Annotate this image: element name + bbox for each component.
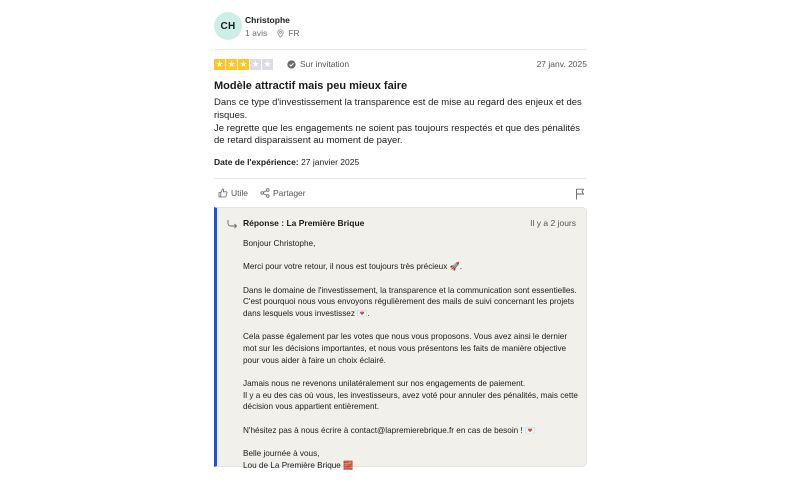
reply-paragraph: Bonjour Christophe,: [243, 239, 316, 248]
review-actions: [218, 188, 587, 202]
reply-arrow-icon: [227, 219, 238, 229]
review-count: 1 avis: [245, 28, 268, 38]
review-body-line: Dans ce type d'investissement la transparence est de mise au regard des enjeux et des risques.: [214, 97, 582, 121]
reply-paragraph: [243, 378, 578, 413]
experience-date-value: 27 janvier 2025: [301, 157, 360, 167]
star-rating: [214, 59, 273, 70]
reviewer-info: [214, 12, 587, 42]
reply-body: [243, 238, 578, 483]
share-icon: [260, 188, 270, 198]
verified-check-icon: [287, 60, 296, 69]
star-icon: ★: [227, 59, 236, 69]
experience-date-label: Date de l'expérience:: [214, 157, 299, 167]
invitation-label: Sur invitation: [300, 59, 350, 69]
review-body-line: Je regrette que les engagements ne soient pas toujours respectés et que des pénalités de retard disparaissent au moment de payer.: [214, 122, 580, 147]
divider: [214, 49, 587, 50]
reply-line: Jamais nous ne revenons unilatéralement sur nos engagements de paiement.: [243, 378, 526, 388]
star-icon: ★: [251, 59, 260, 69]
flag-icon[interactable]: [575, 188, 585, 200]
invitation-badge: [287, 59, 349, 69]
reply-line: Belle journée à vous,: [243, 448, 320, 458]
avatar[interactable]: CH: [214, 12, 242, 40]
star-icon: ★: [239, 59, 248, 69]
rating-row: [214, 59, 587, 71]
reply-line: Il y a eu des cas où vous, les investisseurs, avez voté pour annuler des pénalités, mais cette décision vous appartient entièrement.: [243, 390, 578, 412]
reviewer-country: FR: [288, 28, 300, 38]
reviewer-meta: [245, 28, 300, 38]
reply-paragraph: Merci pour votre retour, il nous est toujours très précieux 🚀.: [243, 262, 463, 272]
reply-paragraph: Dans le domaine de l'investissement, la transparence et la communication sont essentielles. C'est pourquoi nous vous envoyons régulièrement des mails de suivi concernant les projets dans lesquels vous investissez 💌.: [243, 285, 577, 318]
review-title[interactable]: Modèle attractif mais peu mieux faire: [214, 80, 408, 92]
review-date: 27 janv. 2025: [536, 59, 587, 69]
share-button[interactable]: [260, 188, 306, 198]
useful-label: Utile: [231, 188, 249, 198]
experience-date: [214, 157, 359, 167]
reply-paragraph: Cela passe également par les votes que nous vous proposons. Vous avez ainsi le dernier mot sur les décisions importantes, et nous vous présentons les faits de manière objective pour vous aider à faire un choix éclairé.: [243, 332, 568, 365]
review-card: [214, 0, 587, 480]
review-body: [214, 97, 587, 148]
company-reply: [214, 207, 587, 470]
location-pin-icon: [276, 29, 285, 38]
thumbs-up-icon: [218, 188, 228, 198]
star-icon: ★: [263, 59, 272, 69]
divider: [214, 178, 587, 179]
reply-line: Lou de La Première Brique 🧱: [243, 460, 354, 470]
reply-header: Réponse : La Première Brique: [243, 218, 365, 228]
reply-paragraph: N'hésitez pas à nous écrire à contact@lapremierebrique.fr en cas de besoin ! 💌: [243, 425, 536, 435]
share-label: Partager: [273, 188, 306, 198]
useful-button[interactable]: [218, 188, 248, 198]
reply-paragraph: [243, 448, 578, 471]
reviewer-name[interactable]: Christophe: [245, 15, 290, 25]
star-icon: ★: [215, 59, 224, 69]
reply-time: Il y a 2 jours: [530, 218, 576, 228]
